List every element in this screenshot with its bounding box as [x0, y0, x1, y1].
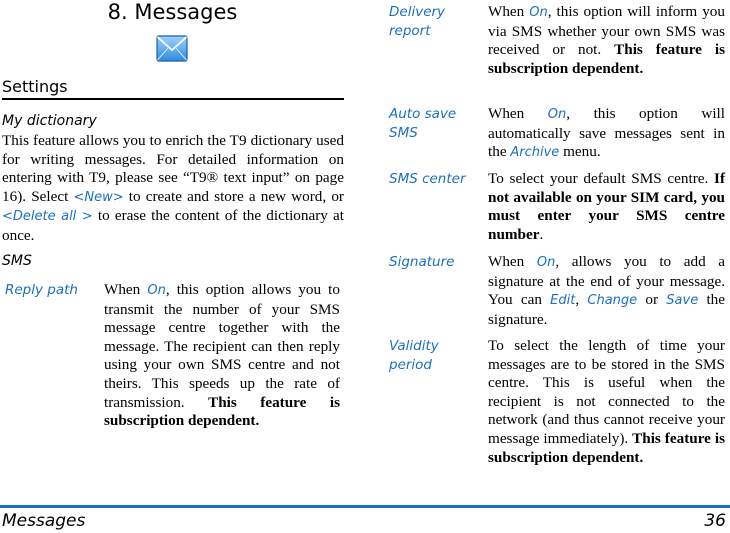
description-text: When: [488, 105, 548, 122]
option-keyword: Save: [666, 293, 699, 309]
my-dictionary-heading: My dictionary: [2, 113, 97, 129]
option-keyword: Archive: [510, 145, 560, 161]
term-signature: Signature: [389, 254, 455, 270]
term-validity-period: Validity period: [389, 338, 439, 373]
dictionary-text-3: to erase the content of the dictionary at once.: [2, 207, 344, 244]
delete-all-option: <Delete all >: [2, 209, 93, 225]
description-text: , allows you to add a signature at the end of your message. You can: [488, 253, 725, 309]
option-keyword: On: [536, 255, 556, 270]
desc-validity-period: [488, 337, 725, 467]
new-option: <New>: [73, 189, 124, 205]
term-sms-center: SMS center: [389, 171, 466, 187]
emphasis-text: This feature is subscription dependent.: [104, 393, 340, 430]
dictionary-paragraph: [2, 132, 344, 246]
emphasis-text: This feature is subscription dependent.: [488, 429, 725, 466]
description-text: When: [488, 3, 530, 20]
description-text: menu.: [559, 143, 601, 161]
emphasis-text: If not available on your SIM card, you must enter your SMS centre number: [488, 170, 725, 243]
description-text: .: [539, 225, 544, 243]
description-text: When: [488, 253, 537, 270]
term-auto-save-sms: Auto save SMS: [389, 106, 457, 141]
term-delivery-report: Delivery report: [389, 4, 446, 39]
option-keyword: On: [547, 107, 567, 122]
sms-heading: SMS: [2, 253, 32, 269]
page-number: 36: [704, 511, 726, 531]
description-text: or: [637, 291, 667, 309]
desc-signature: [488, 253, 725, 329]
dictionary-text-1: This feature allows you to enrich the T9 dictionary used for writing messages. For detailed information on entering with T9, please see “T9® text input” on page 16). Select: [2, 132, 344, 205]
dictionary-text-2: to create and store a new word, or: [123, 187, 344, 205]
description-text: , this option will inform you via SMS whether your own SMS was received or not.: [488, 3, 725, 59]
footer-divider: [0, 505, 730, 508]
envelope-icon: [156, 35, 188, 62]
emphasis-text: This feature is subscription dependent.: [488, 41, 725, 77]
desc-auto-save-sms: [488, 105, 725, 163]
description-text: When: [104, 281, 148, 298]
option-keyword: Edit: [550, 293, 576, 309]
description-text: the signature.: [488, 291, 726, 328]
term-reply-path: Reply path: [5, 282, 78, 298]
description-text: To select the length of time your messages are to be stored in the SMS centre. This is useful when the recipient is not connected to the network (and thus cannot receive your message immediately).: [488, 337, 725, 447]
chapter-title: 8. Messages: [107, 0, 238, 24]
option-keyword: Change: [587, 293, 638, 309]
description-text: , this option will automatically save messages sent in the: [488, 105, 725, 161]
desc-delivery-report: [488, 3, 725, 78]
desc-sms-center: [488, 170, 725, 244]
desc-reply-path: [104, 281, 340, 431]
description-text: ,: [575, 291, 588, 309]
option-keyword: On: [147, 283, 166, 298]
description-text: To select your default SMS centre.: [488, 170, 715, 187]
description-text: , this option allows you to transmit the number of your SMS message centre together with the message. The recipient can then reply using your own SMS centre and not theirs. This speeds up the rate of transmission.: [104, 281, 340, 411]
footer-section: Messages: [2, 511, 86, 531]
option-keyword: On: [529, 5, 548, 20]
settings-heading: Settings: [2, 77, 344, 100]
